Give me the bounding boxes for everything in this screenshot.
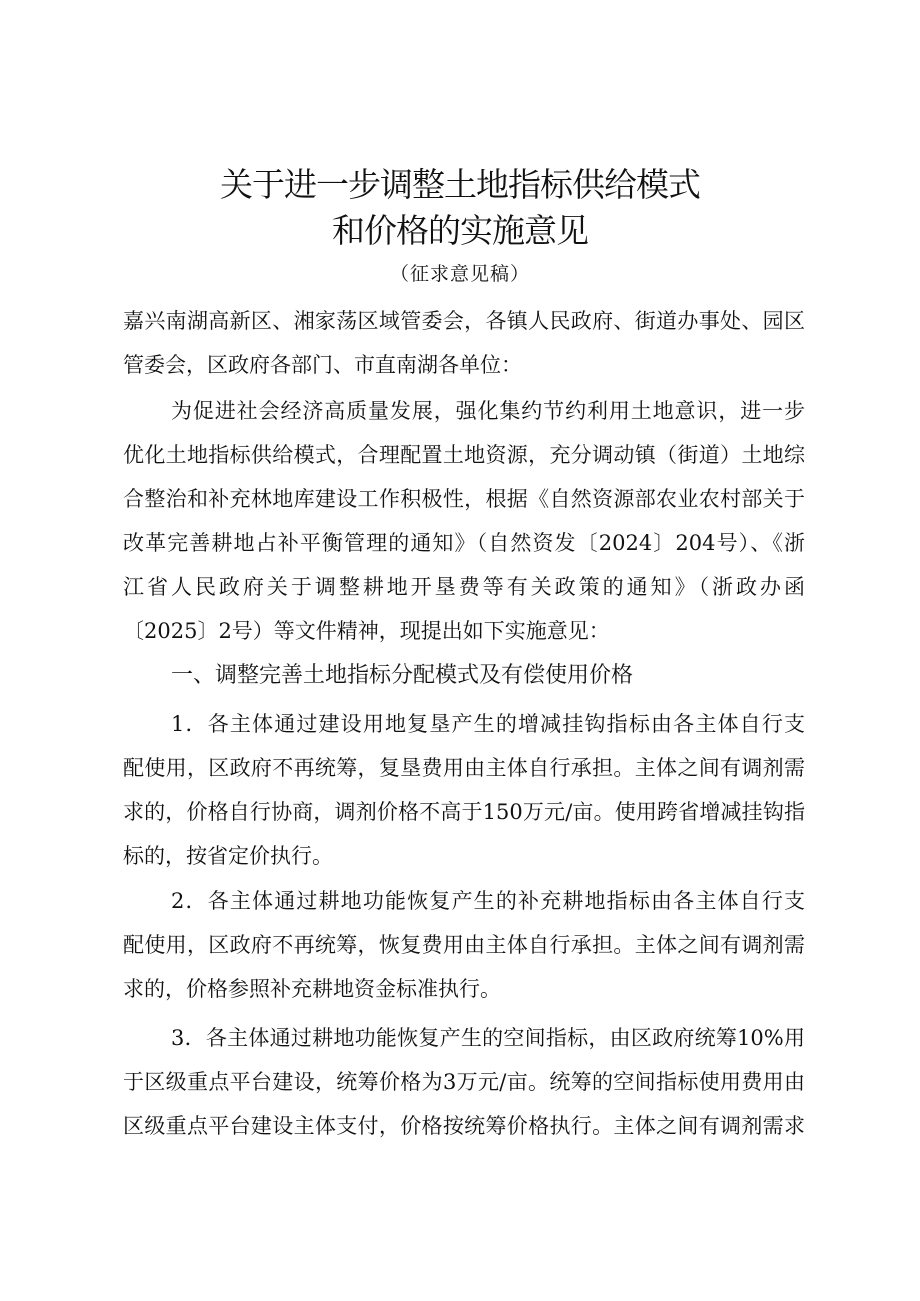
section-1-heading: 一、调整完善土地指标分配模式及有偿使用价格 — [171, 663, 634, 688]
addressee-line: 嘉兴南湖高新区、湘家荡区域管委会，各镇人民政府、街道办事处、园区 — [123, 309, 805, 333]
intro-line: 〔2025〕2号）等文件精神，现提出如下实施意见： — [123, 619, 610, 643]
document-subtitle: （征求意见稿） — [389, 263, 530, 285]
item-2-paragraph — [123, 879, 805, 1011]
item-2-line: 配使用，区政府不再统筹，恢复费用由主体自行承担。主体之间有调剂需 — [123, 933, 805, 957]
document-title-line-1: 关于进一步调整土地指标供给模式 — [220, 165, 700, 204]
intro-line: 合整治和补充林地库建设工作积极性，根据《自然资源部农业农村部关于 — [123, 487, 805, 511]
item-3-line: 3．各主体通过耕地功能恢复产生的空间指标，由区政府统筹10%用 — [171, 1026, 805, 1050]
document-title-line-2: 和价格的实施意见 — [332, 211, 588, 250]
item-1-paragraph — [123, 702, 805, 878]
item-1-line: 标的，按省定价执行。 — [123, 844, 333, 868]
intro-line: 优化土地指标供给模式，合理配置土地资源，充分调动镇（街道）土地综 — [123, 443, 805, 467]
item-3-line: 区级重点平台建设主体支付，价格按统筹价格执行。主体之间有调剂需求 — [123, 1114, 805, 1138]
addressee-paragraph — [123, 299, 805, 387]
intro-line: 为促进社会经济高质量发展，强化集约节约利用土地意识，进一步 — [171, 399, 805, 423]
item-3-paragraph — [123, 1016, 805, 1148]
intro-line: 改革完善耕地占补平衡管理的通知》（自然资发〔2024〕204号）、《浙 — [123, 531, 805, 555]
item-2-line: 2．各主体通过耕地功能恢复产生的补充耕地指标由各主体自行支 — [171, 889, 805, 913]
intro-line: 江省人民政府关于调整耕地开垦费等有关政策的通知》（浙政办函 — [123, 575, 805, 599]
item-3-line: 于区级重点平台建设，统筹价格为3万元/亩。统筹的空间指标使用费用由 — [123, 1070, 805, 1094]
item-2-line: 求的，价格参照补充耕地资金标准执行。 — [123, 977, 501, 1001]
item-1-line: 1．各主体通过建设用地复垦产生的增减挂钩指标由各主体自行支 — [171, 712, 805, 736]
item-1-line: 配使用，区政府不再统筹，复垦费用由主体自行承担。主体之间有调剂需 — [123, 756, 805, 780]
addressee-line: 管委会，区政府各部门、市直南湖各单位： — [123, 353, 522, 377]
intro-paragraph — [123, 389, 805, 653]
item-1-line: 求的，价格自行协商，调剂价格不高于150万元/亩。使用跨省增减挂钩指 — [123, 800, 805, 824]
